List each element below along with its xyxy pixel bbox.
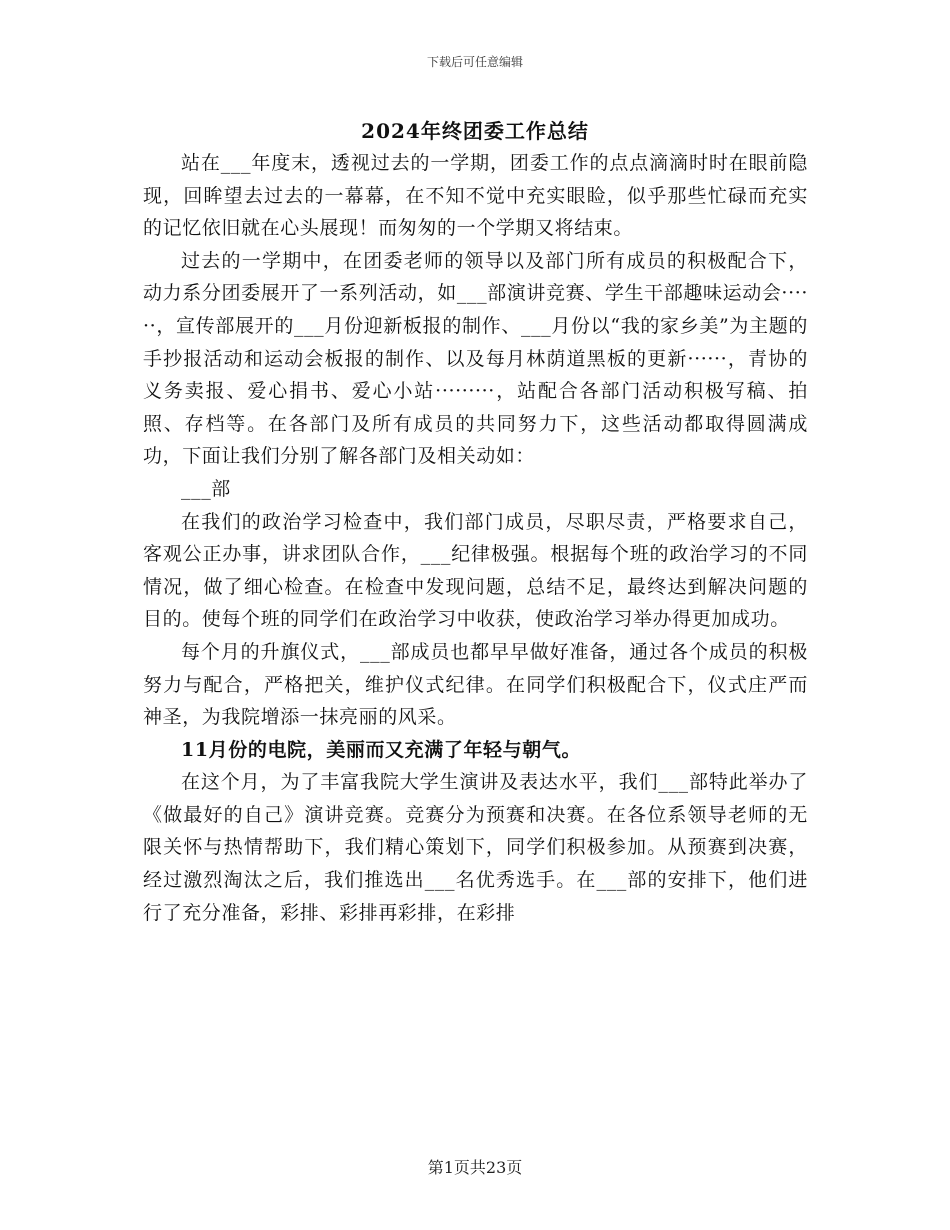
paragraph-activities: 过去的一学期中，在团委老师的领导以及部门所有成员的积极配合下，动力系分团委展开了一系列活动，如___部演讲竞赛、学生干部趣味运动会······，宣传部展开的___月份迎新板报的制作、___月份以“我的家乡美”为主题的手抄报活动和运动会板报的制作、以及每月林荫道黑板的更新······，青协的义务卖报、爱心捐书、爱心小站·········，站配合各部门活动积极写稿、拍照、存档等。在各部门及所有成员的共同努力下，这些活动都取得圆满成功，下面让我们分别了解各部门及相关动如： [143, 249, 808, 468]
section-heading-november: 11月份的电院，美丽而又充满了年轻与朝气。 [181, 738, 582, 761]
paragraph-political-study: 在我们的政治学习检查中，我们部门成员，尽职尽责，严格要求自己，客观公正办事，讲求团队合作，___纪律极强。根据每个班的政治学习的不同情况，做了细心检查。在检查中发现问题，总结不足，最终达到解决问题的目的。使每个班的同学们在政治学习中收获，使政治学习举办得更加成功。 [143, 510, 808, 631]
paragraph-speech-contest: 在这个月，为了丰富我院大学生演讲及表达水平，我们___部特此举办了《做最好的自己》演讲竞赛。竞赛分为预赛和决赛。在各位系领导老师的无限关怀与热情帮助下，我们精心策划下，同学们积极参加。从预赛到决赛，经过激烈淘汰之后，我们推选出___名优秀选手。在___部的安排下，他们进行了充分准备，彩排、彩排再彩排，在彩排 [143, 771, 808, 924]
document-title: 2024年终团委工作总结 [361, 119, 589, 143]
page-footer: 第1页共23页 [427, 1158, 523, 1177]
paragraph-flag-ceremony: 每个月的升旗仪式，___部成员也都早早做好准备，通过各个成员的积极努力与配合，严格把关，维护仪式纪律。在同学们积极配合下，仪式庄严而神圣，为我院增添一抹亮丽的风采。 [143, 640, 808, 729]
paragraph-intro: 站在___年度末，透视过去的一学期，团委工作的点点滴滴时时在眼前隐现，回眸望去过去的一幕幕，在不知不觉中充实眼睑，似乎那些忙碌而充实的记忆依旧就在心头展现！而匆匆的一个学期又将结束。 [143, 152, 808, 240]
header-note: 下载后可任意编辑 [426, 55, 523, 69]
section-heading-department: ___部 [181, 477, 231, 500]
document-body [143, 147, 808, 929]
